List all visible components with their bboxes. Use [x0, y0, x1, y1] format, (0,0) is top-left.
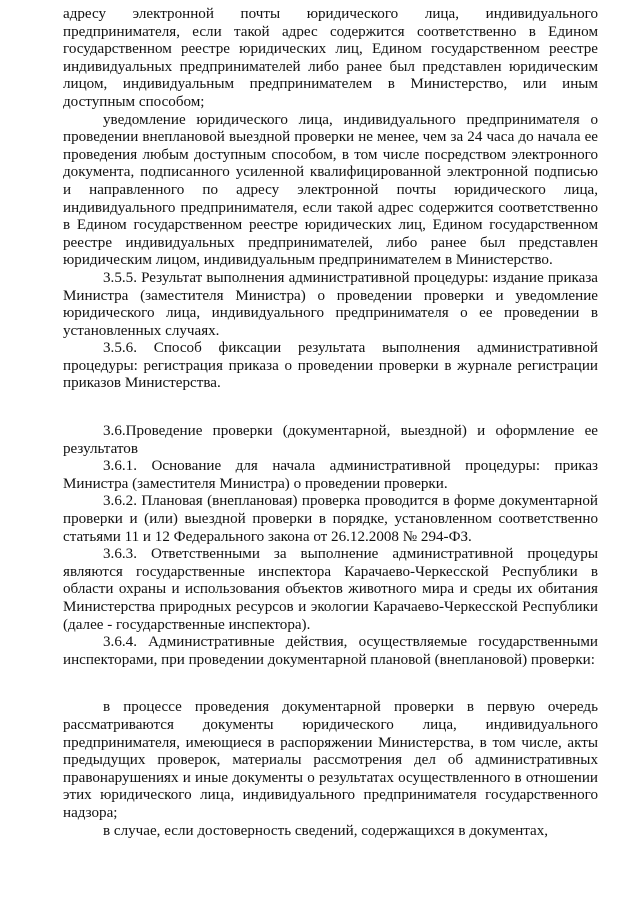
- paragraph-reliability-of-information: в случае, если достоверность сведений, содержащихся в документах,: [103, 822, 549, 839]
- document-page: [63, 0, 598, 905]
- paragraph-unscheduled-inspection-notice: уведомление юридического лица, индивидуального предпринимателя о проведении внеплановой выездной проверки не менее, чем за 24 часа до начала ее проведения любым доступным способом, в том числе посредством электронного документа, подписанного усиленной квалифицированной электронной подписью и направленного по адресу электронной почты юридического лица, индивидуального предпринимателя, если такой адрес содержится соответственно в Едином государственном реестре юридических лиц, Едином государственном реестре индивидуальных предпринимателей, либо ранее был представлен юридическим лицом, индивидуальным предпринимателем в Министерство.: [63, 111, 598, 269]
- section-heading-3-6: 3.6.Проведение проверки (документарной, выездной) и оформление ее результатов: [63, 423, 598, 457]
- paragraph-email-address-continuation: адресу электронной почты юридического лица, индивидуального предпринимателя, если такой адрес содержится соответственно в Едином государственном реестре юридических лиц, Едином государственном реестре индивидуальных предпринимателей либо ранее был представлен юридическим лицом, индивидуальным предпринимателем в Министерство, или иным доступным способом;: [63, 6, 598, 110]
- paragraph-documentary-review-order: в процессе проведения документарной проверки в первую очередь рассматриваются документы юридического лица, индивидуального предпринимателя, имеющиеся в распоряжении Министерства, в том числе, акты предыдущих проверок, материалы рассмотрения дел об административных правонарушениях и иные документы о результатах осуществленного в отношении этих юридического лица, индивидуального предпринимателя государственного надзора;: [63, 699, 598, 821]
- paragraph-3-5-5: 3.5.5. Результат выполнения административной процедуры: издание приказа Министра (заместителя Министра) о проведении проверки и уведомление юридического лица, индивидуального предпринимателя о ее проведении в установленных случаях.: [63, 269, 598, 339]
- paragraph-3-6-3: 3.6.3. Ответственными за выполнение административной процедуры являются государственные инспектора Карачаево-Черкесской Республики в области охраны и использования объектов животного мира и среды их обитания Министерства природных ресурсов и экологии Карачаево-Черкесской Республики (далее - государственные инспектора).: [63, 546, 598, 633]
- paragraph-3-6-4: 3.6.4. Административные действия, осуществляемые государственными инспекторами, при проведении документарной плановой (внеплановой) проверки:: [63, 634, 598, 668]
- paragraph-3-6-2: 3.6.2. Плановая (внеплановая) проверка проводится в форме документарной проверки и (или) выездной проверки в порядке, установленном соответственно статьями 11 и 12 Федерального закона от 26.12.2008 № 294-ФЗ.: [63, 493, 598, 545]
- paragraph-3-5-6: 3.5.6. Способ фиксации результата выполнения административной процедуры: регистрация приказа о проведении проверки в журнале регистрации приказов Министерства.: [63, 340, 598, 392]
- paragraph-3-6-1: 3.6.1. Основание для начала административной процедуры: приказ Министра (заместителя Министра) о проведении проверки.: [63, 458, 598, 492]
